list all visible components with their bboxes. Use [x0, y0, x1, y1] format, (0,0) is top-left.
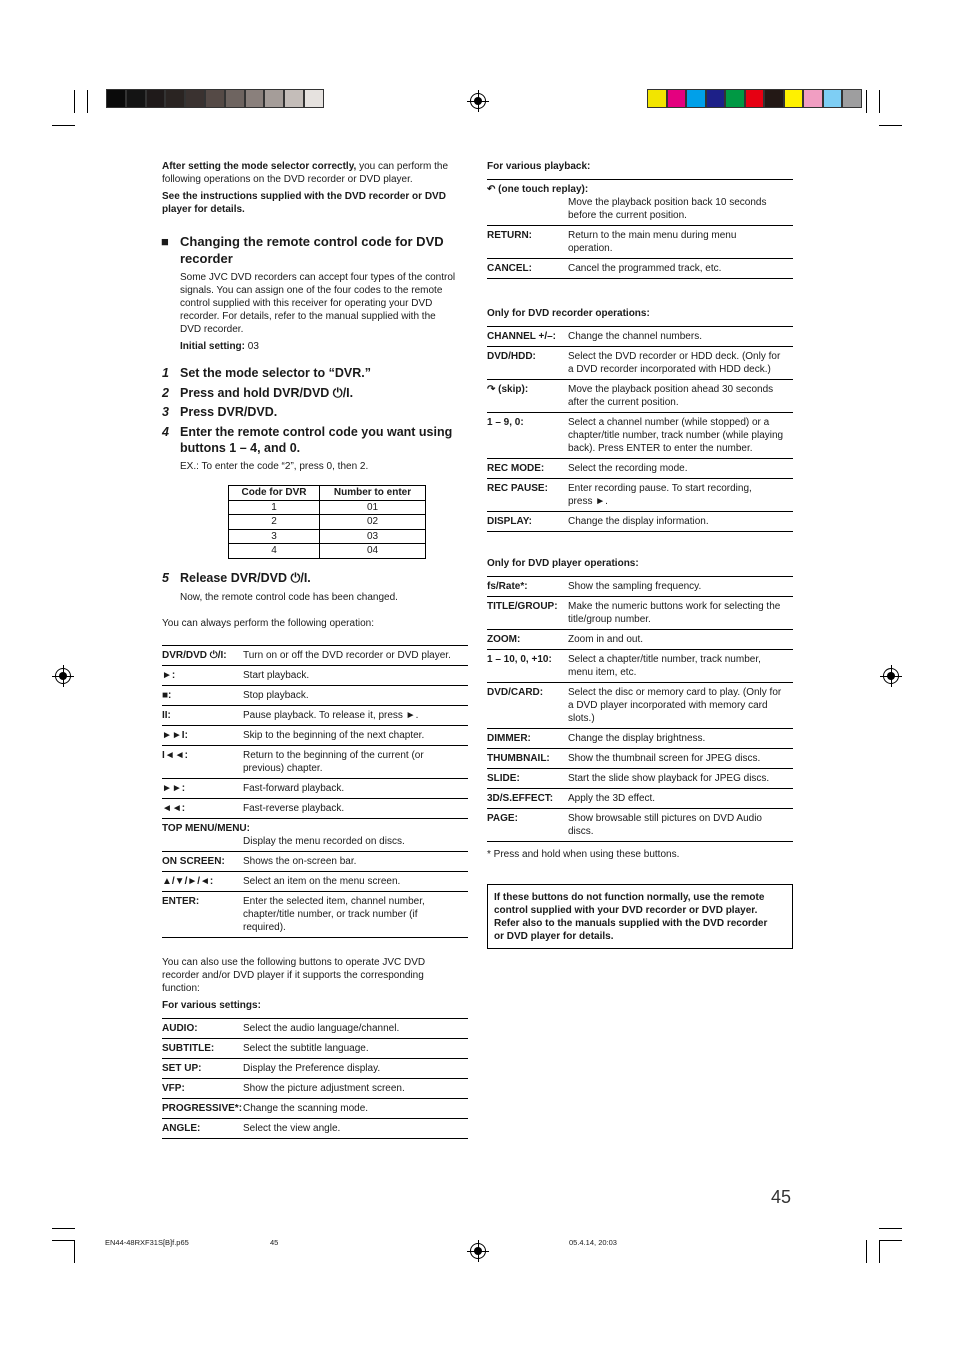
row-key: ■:: [162, 690, 172, 701]
footer-date: 05.4.14, 20:03: [569, 1238, 617, 1247]
grayscale-bar: [106, 89, 324, 106]
step-2: 2 Press and hold DVR/DVD ⏻/I.: [162, 386, 354, 400]
registration-mark-icon: [883, 668, 899, 684]
color-swatch: [803, 89, 823, 108]
registration-mark-icon: [470, 93, 486, 109]
section-title: Changing the remote control code for DVD recorder: [180, 234, 444, 266]
row-key: ◄◄:: [162, 803, 186, 814]
registration-mark-icon: [470, 1243, 486, 1259]
row-value: Shows the on-screen bar.: [243, 856, 357, 867]
section-body: Some JVC DVD recorders can accept four types of the control signals. You can assign one of the four codes to the remote control supplied with this receiver for operating your DVD recorder. For details, refer to the manual supplied with the DVD recorder.: [180, 272, 456, 335]
player-table: [487, 576, 793, 842]
table-row: [162, 891, 468, 937]
row-key: TOP MENU/MENU:: [162, 823, 250, 834]
color-swatch: [205, 89, 225, 108]
row-value: Select the DVD recorder or HDD deck. (Only for a DVD recorder incorporated with HDD deck.): [568, 351, 781, 375]
color-swatch: [706, 89, 726, 108]
row-key: ZOOM:: [487, 634, 521, 645]
row-key: II:: [162, 710, 171, 721]
section-bullet: ■: [161, 234, 169, 249]
table-row: [162, 1078, 468, 1098]
crop-mark: [879, 90, 880, 113]
row-key: I◄◄:: [162, 750, 188, 761]
color-swatch: [185, 89, 205, 108]
table-row: [162, 1058, 468, 1078]
table-row: [487, 596, 793, 629]
table-row: [487, 412, 793, 458]
row-value: Return to the main menu during menu operation.: [568, 230, 737, 254]
row-key: ►►I:: [162, 730, 188, 741]
table-row: [162, 1038, 468, 1058]
initial-setting: Initial setting: 03: [180, 341, 259, 352]
table-end-line: [162, 937, 468, 938]
step-1: 1 Set the mode selector to “DVR.”: [162, 366, 372, 380]
intro-bold: After setting the mode selector correctly,: [162, 161, 357, 172]
table-row: [487, 346, 793, 379]
table-end-line: [162, 1138, 468, 1139]
player-title: Only for DVD player operations:: [487, 558, 639, 569]
row-value: Cancel the programmed track, etc.: [568, 263, 722, 274]
crop-mark: [52, 1240, 75, 1241]
table-row: [487, 258, 793, 278]
settings-table: [162, 1018, 468, 1139]
table-row: [487, 179, 793, 225]
code-table: Code for DVR Number to enter 1 01 2 02 3 03 4 04: [228, 485, 426, 559]
row-value: Fast-reverse playback.: [243, 803, 345, 814]
playback-title: For various playback:: [487, 161, 591, 172]
crop-mark: [87, 90, 88, 113]
row-value: Apply the 3D effect.: [568, 793, 656, 804]
table-row: [487, 748, 793, 768]
row-key: DVD/CARD:: [487, 687, 544, 698]
row-key: RETURN:: [487, 230, 532, 241]
color-swatch: [284, 89, 304, 108]
color-bar: [647, 89, 862, 106]
row-value: Move the playback position back 10 seconds before the current position.: [568, 197, 767, 221]
row-key: ↶ (one touch replay):: [487, 184, 589, 195]
row-key: PROGRESSIVE*:: [162, 1103, 243, 1114]
row-key: DVR/DVD ⏻/I:: [162, 650, 227, 661]
table-row: [162, 1098, 468, 1118]
crop-mark: [52, 1228, 75, 1229]
row-key: CHANNEL +/–:: [487, 331, 556, 342]
row-key: ►►:: [162, 783, 186, 794]
row-value: Change the channel numbers.: [568, 331, 702, 342]
row-value: Select a chapter/title number, track number, menu item, etc.: [568, 654, 761, 678]
table-row: [162, 705, 468, 725]
crop-mark: [52, 125, 75, 126]
crop-mark: [74, 90, 75, 113]
settings-title: For various settings:: [162, 1000, 261, 1011]
table-row: [162, 745, 468, 778]
crop-mark: [879, 1240, 902, 1241]
table-row: [162, 818, 468, 851]
row-value: Turn on or off the DVD recorder or DVD player.: [243, 650, 451, 661]
row-value: Pause playback. To release it, press ►.: [243, 710, 419, 721]
table-row: [487, 768, 793, 788]
row-value: Select a channel number (while stopped) or a chapter/title number, track number (while playing back). Press ENTER to enter the number.: [568, 417, 784, 454]
color-swatch: [225, 89, 245, 108]
crop-mark: [866, 1240, 867, 1263]
always-note: You can always perform the following operation:: [162, 618, 374, 629]
color-swatch: [126, 89, 146, 108]
color-swatch: [823, 89, 843, 108]
crop-mark: [879, 125, 902, 126]
row-key: REC PAUSE:: [487, 483, 548, 494]
color-swatch: [725, 89, 745, 108]
recorder-title: Only for DVD recorder operations:: [487, 308, 650, 319]
row-value: Show the sampling frequency.: [568, 581, 702, 592]
step5-note: Now, the remote control code has been changed.: [180, 592, 398, 603]
color-swatch: [842, 89, 862, 108]
row-value: Return to the beginning of the current (or previous) chapter.: [243, 750, 424, 774]
row-key: ON SCREEN:: [162, 856, 225, 867]
row-value: Show browsable still pictures on DVD Audio discs.: [568, 813, 762, 837]
row-value: Fast-forward playback.: [243, 783, 345, 794]
row-key: fs/Rate*:: [487, 581, 528, 592]
row-value: Change the display information.: [568, 516, 709, 527]
color-swatch: [764, 89, 784, 108]
row-value: Show the picture adjustment screen.: [243, 1083, 405, 1094]
table-row: [162, 798, 468, 818]
table-row: [162, 778, 468, 798]
table-row: [487, 682, 793, 728]
row-value: Change the display brightness.: [568, 733, 706, 744]
page-number: 45: [771, 1187, 792, 1207]
row-key: PAGE:: [487, 813, 518, 824]
row-value: Enter the selected item, channel number, chapter/title number, or track number (if required).: [243, 896, 425, 933]
step-4: 4 Enter the remote control code you want using buttons 1 – 4, and 0.: [162, 425, 453, 455]
row-value: Start playback.: [243, 670, 310, 681]
color-swatch: [667, 89, 687, 108]
row-key: CANCEL:: [487, 263, 532, 274]
row-value: Select the disc or memory card to play. (Only for a DVD player incorporated with memory card slots.): [568, 687, 782, 724]
row-value: Change the scanning mode.: [243, 1103, 369, 1114]
row-value: Select the view angle.: [243, 1123, 341, 1134]
also-note: You can also use the following buttons to operate JVC DVD recorder and/or DVD player if it supports the corresponding function:: [162, 957, 426, 994]
recorder-table: [487, 326, 793, 532]
table-row: [162, 851, 468, 871]
row-key: ANGLE:: [162, 1123, 201, 1134]
table-row: [162, 665, 468, 685]
color-swatch: [165, 89, 185, 108]
color-swatch: [784, 89, 804, 108]
row-key: SLIDE:: [487, 773, 520, 784]
table-row: [487, 576, 793, 596]
table-row: [162, 645, 468, 665]
row-key: DVD/HDD:: [487, 351, 536, 362]
row-key: VFP:: [162, 1083, 185, 1094]
step-3: 3 Press DVR/DVD.: [162, 405, 278, 419]
table-row: [162, 1018, 468, 1038]
table-row: [487, 478, 793, 511]
table-row: [487, 379, 793, 412]
row-value: Select the audio language/channel.: [243, 1023, 400, 1034]
row-key: 3D/S.EFFECT:: [487, 793, 554, 804]
color-swatch: [245, 89, 265, 108]
table-end-line: [487, 278, 793, 279]
table-row: [487, 629, 793, 649]
row-value: Select an item on the menu screen.: [243, 876, 401, 887]
table-row: [487, 808, 793, 841]
row-key: 1 – 10, 0, +10:: [487, 654, 552, 665]
table-row: [487, 649, 793, 682]
color-swatch: [304, 89, 324, 108]
table-row: [162, 725, 468, 745]
row-value: Move the playback position ahead 30 seconds after the current position.: [568, 384, 774, 408]
color-swatch: [106, 89, 126, 108]
table-row: [487, 728, 793, 748]
row-key: DIMMER:: [487, 733, 531, 744]
crop-mark: [74, 1240, 75, 1263]
row-key: THUMBNAIL:: [487, 753, 550, 764]
table-end-line: [487, 531, 793, 532]
color-swatch: [745, 89, 765, 108]
row-key: ENTER:: [162, 896, 200, 907]
table-row: [162, 871, 468, 891]
row-value: Skip to the beginning of the next chapter.: [243, 730, 425, 741]
table-row: [487, 511, 793, 531]
row-key: REC MODE:: [487, 463, 545, 474]
table-end-line: [487, 841, 793, 842]
color-swatch: [647, 89, 667, 108]
table-row: [162, 685, 468, 705]
playback-table: [487, 179, 793, 279]
row-key: SET UP:: [162, 1063, 202, 1074]
row-key: ▲/▼/►/◄:: [162, 876, 214, 887]
row-key: SUBTITLE:: [162, 1043, 215, 1054]
table-row: [487, 788, 793, 808]
step-5: 5 Release DVR/DVD ⏻/I.: [162, 571, 311, 585]
row-key: 1 – 9, 0:: [487, 417, 524, 428]
row-key: ►:: [162, 670, 176, 681]
row-value: Display the menu recorded on discs.: [243, 836, 405, 847]
row-value: Make the numeric buttons work for selecting the title/group number.: [568, 601, 781, 625]
row-value: Stop playback.: [243, 690, 309, 701]
footer-file: EN44-48RXF31S[B]f.p65: [105, 1238, 189, 1247]
color-swatch: [146, 89, 166, 108]
table-row: [487, 458, 793, 478]
row-value: Show the thumbnail screen for JPEG discs.: [568, 753, 761, 764]
intro: After setting the mode selector correctly, you can perform the following operations on the DVD recorder or DVD player. See the instructions supplied with the DVD recorder or DVD player for details.: [162, 161, 449, 215]
notice-box: If these buttons do not function normally, use the remote control supplied with your DVD recorder or DVD player. Refer also to the manuals supplied with the DVD recorder or DVD player for details.: [487, 884, 793, 949]
crop-mark: [866, 90, 867, 113]
row-value: Start the slide show playback for JPEG discs.: [568, 773, 770, 784]
registration-mark-icon: [55, 668, 71, 684]
table-row: [487, 326, 793, 346]
row-value: Zoom in and out.: [568, 634, 644, 645]
row-value: Enter recording pause. To start recording, press ►.: [568, 483, 752, 507]
example-note: EX.: To enter the code “2”, press 0, then 2.: [180, 461, 369, 472]
row-key: AUDIO:: [162, 1023, 198, 1034]
row-value: Display the Preference display.: [243, 1063, 381, 1074]
crop-mark: [879, 1228, 902, 1229]
footnote: * Press and hold when using these buttons.: [487, 849, 680, 860]
color-swatch: [686, 89, 706, 108]
row-key: TITLE/GROUP:: [487, 601, 558, 612]
row-value: Select the recording mode.: [568, 463, 688, 474]
table-row: [162, 1118, 468, 1138]
footer-page: 45: [270, 1238, 279, 1247]
crop-mark: [879, 1240, 880, 1263]
row-key: DISPLAY:: [487, 516, 533, 527]
row-value: Select the subtitle language.: [243, 1043, 369, 1054]
row-key: ↷ (skip):: [487, 384, 529, 395]
operations-table: [162, 645, 468, 938]
table-row: [487, 225, 793, 258]
color-swatch: [264, 89, 284, 108]
